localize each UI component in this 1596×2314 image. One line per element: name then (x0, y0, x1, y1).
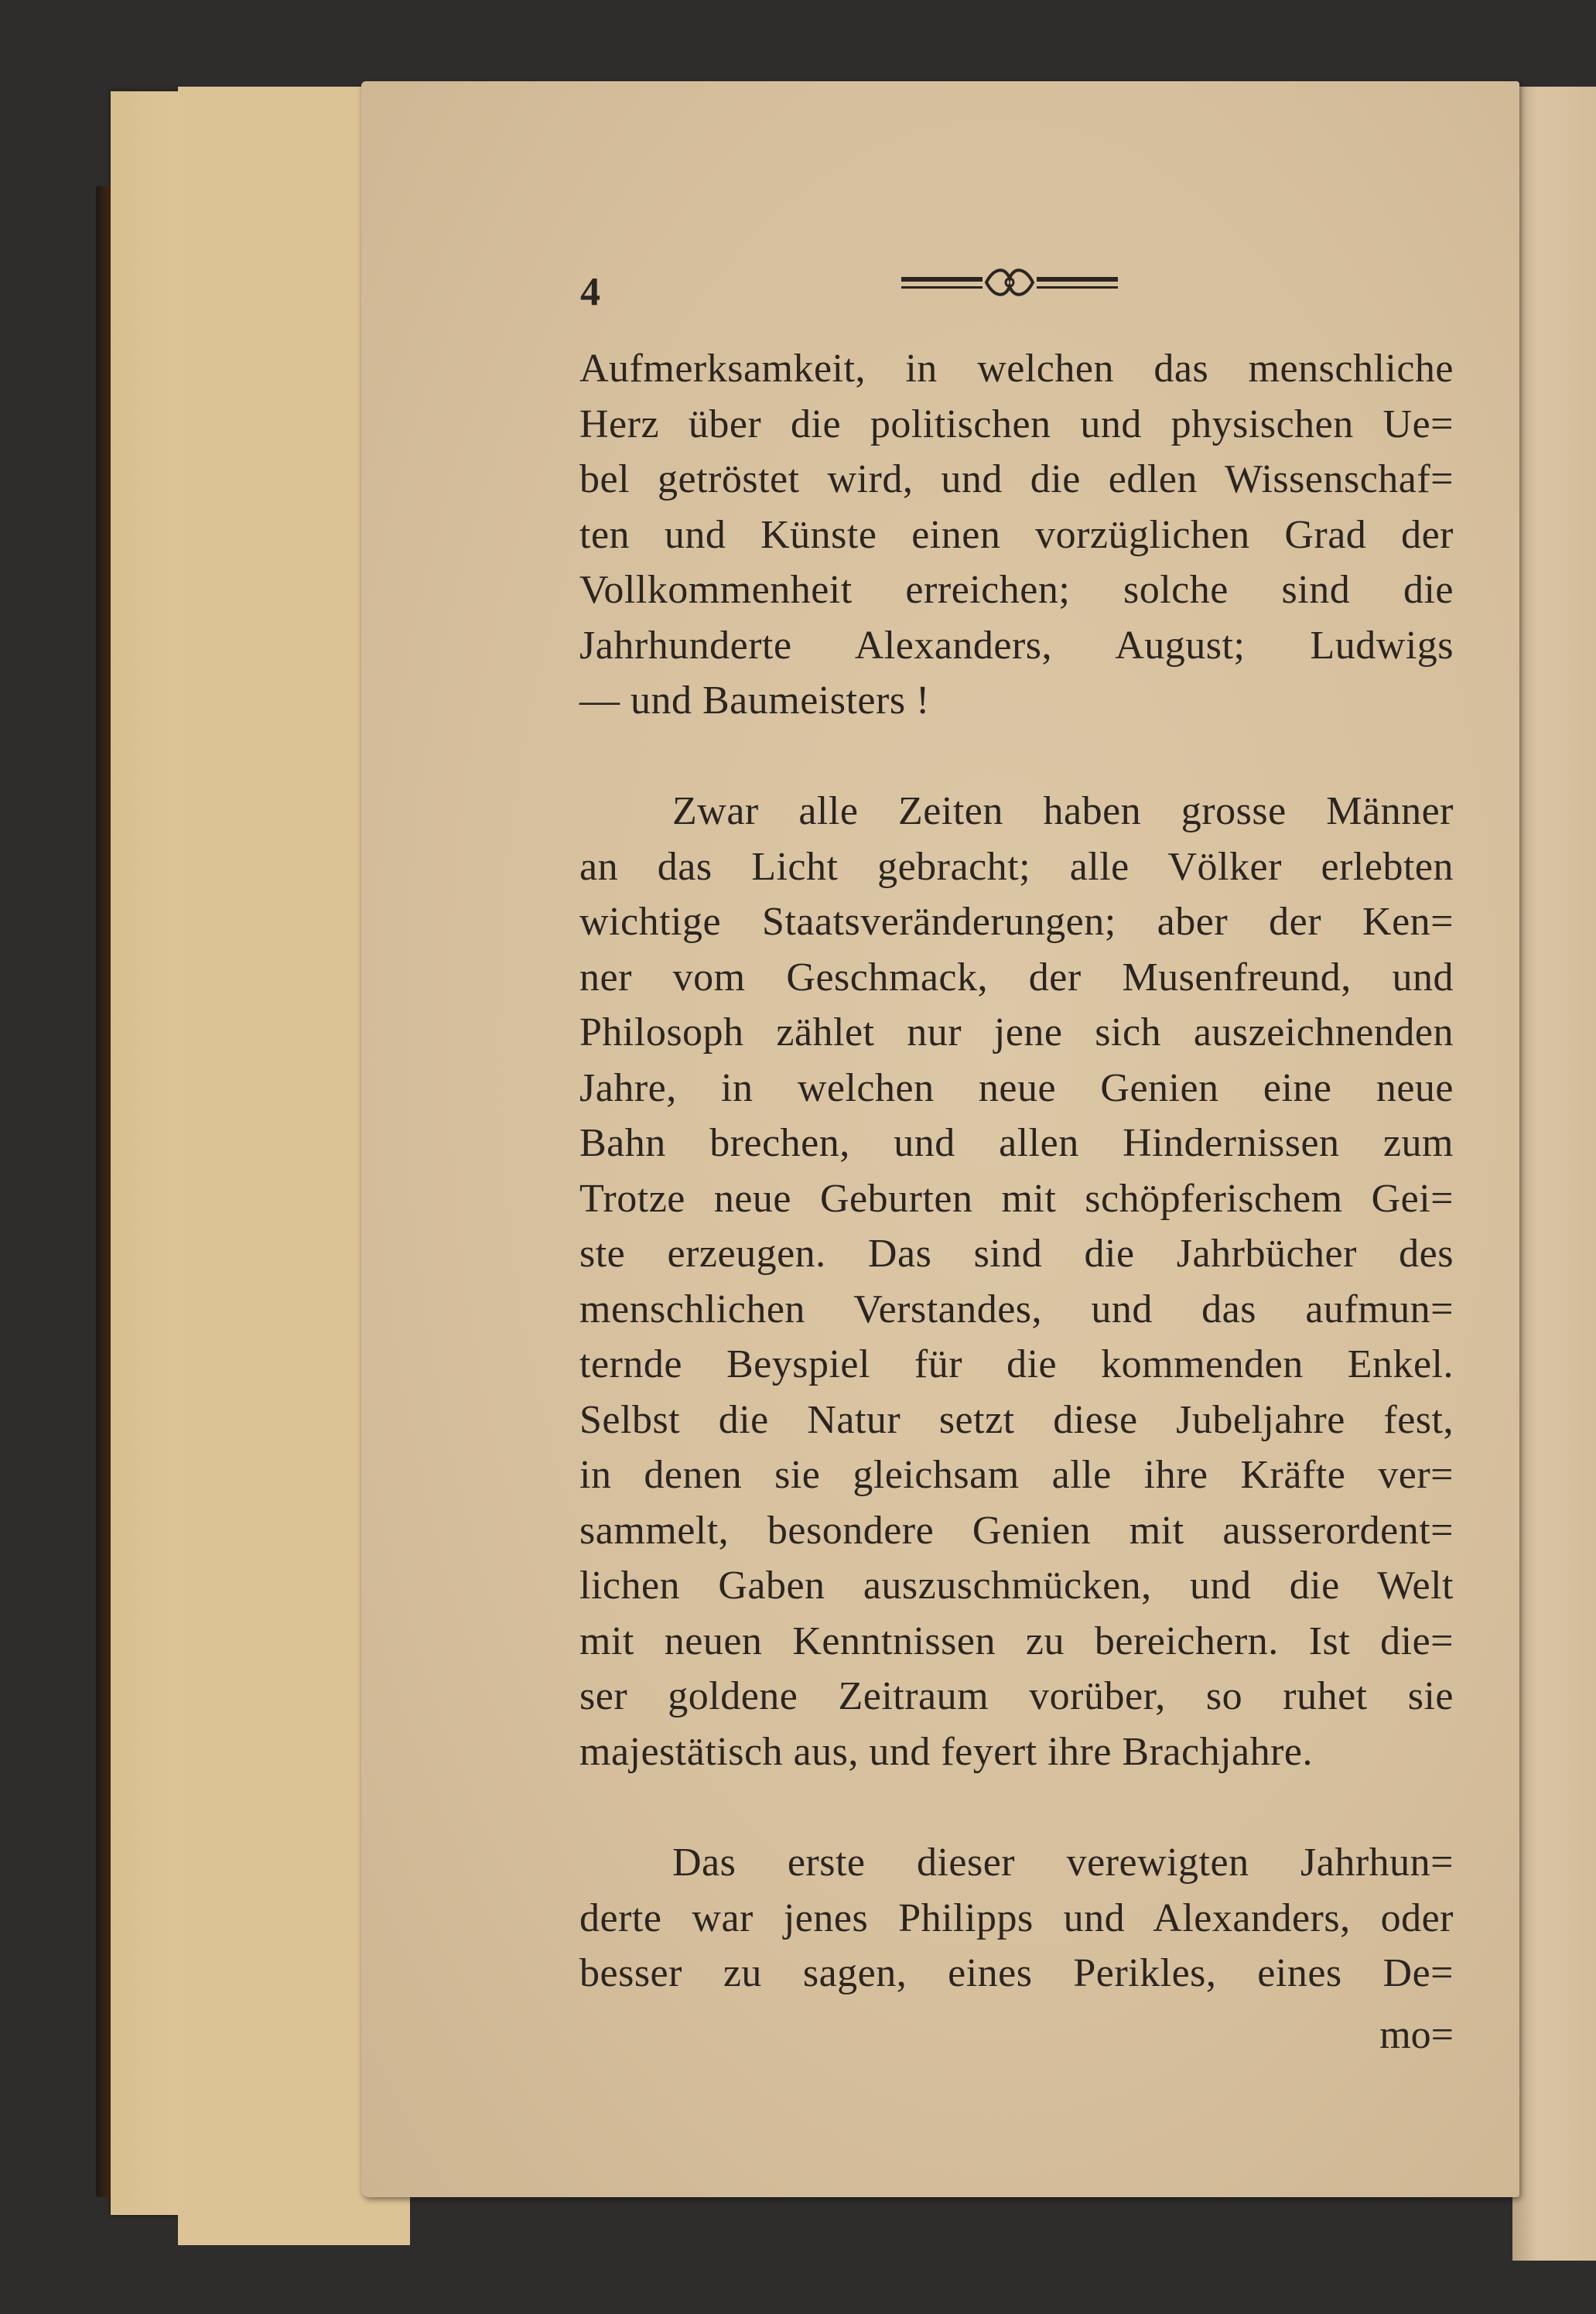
text-line: bel getröstet wird, und die edlen Wissenschaf= (579, 457, 1454, 501)
text-line: Das erste dieser verewigten Jahrhun= (672, 1841, 1454, 1885)
text-line: Herz über die politischen und physischen Ue= (579, 402, 1454, 446)
text-line: Zwar alle Zeiten haben grosse Männer (672, 789, 1454, 833)
text-line: — und Baumeisters ! (579, 678, 930, 723)
text-line: majestätisch aus, und feyert ihre Brachjahre. (579, 1729, 1314, 1774)
text-line: Aufmerksamkeit, in welchen das menschliche (579, 347, 1454, 391)
text-line: wichtige Staatsveränderungen; aber der Ken= (579, 900, 1454, 944)
text-line: mit neuen Kenntnissen zu bereichern. Ist die= (579, 1618, 1454, 1663)
facing-page-edge (1512, 87, 1596, 2261)
text-line: an das Licht gebracht; alle Völker erlebten (579, 844, 1454, 889)
text-line: Jahre, in welchen neue Genien eine neue (579, 1065, 1454, 1110)
text-line: ste erzeugen. Das sind die Jahrbücher des (579, 1232, 1454, 1276)
text-line: Jahrhunderte Alexanders, August; Ludwigs (579, 623, 1454, 668)
text-line: menschlichen Verstandes, und das aufmun= (579, 1287, 1454, 1331)
paragraph-1 (579, 341, 1454, 729)
text-line: sammelt, besondere Genien mit ausserordent= (579, 1508, 1454, 1553)
text-line: in denen sie gleichsam alle ihre Kräfte ver= (579, 1453, 1454, 1497)
text-line: besser zu sagen, eines Perikles, eines De= (579, 1951, 1454, 1995)
paragraph-3 (579, 1835, 1454, 2001)
text-line: ternde Beyspiel für die kommenden Enkel. (579, 1342, 1454, 1386)
text-line: ser goldene Zeitraum vorüber, so ruhet sie (579, 1674, 1454, 1718)
text-line: ten und Künste einen vorzüglichen Grad der (579, 512, 1454, 557)
text-line: Selbst die Natur setzt diese Jubeljahre fest, (579, 1397, 1454, 1442)
paragraph-2 (579, 784, 1454, 1779)
text-line: Vollkommenheit erreichen; solche sind die (579, 568, 1454, 612)
catchword: mo= (1379, 2013, 1454, 2057)
text-line: lichen Gaben auszuschmücken, und die Welt (579, 1564, 1454, 1608)
text-line: Trotze neue Geburten mit schöpferischem Gei= (579, 1176, 1454, 1221)
text-line: ner vom Geschmack, der Musenfreund, und (579, 955, 1454, 1000)
page-number: 4 (580, 270, 600, 314)
text-line: derte war jenes Philipps und Alexanders, oder (579, 1895, 1454, 1940)
header-ornament (901, 263, 1118, 302)
text-line: Philosoph zählet nur jene sich auszeichnenden (579, 1010, 1454, 1054)
text-line: Bahn brechen, und allen Hindernissen zum (579, 1121, 1454, 1165)
